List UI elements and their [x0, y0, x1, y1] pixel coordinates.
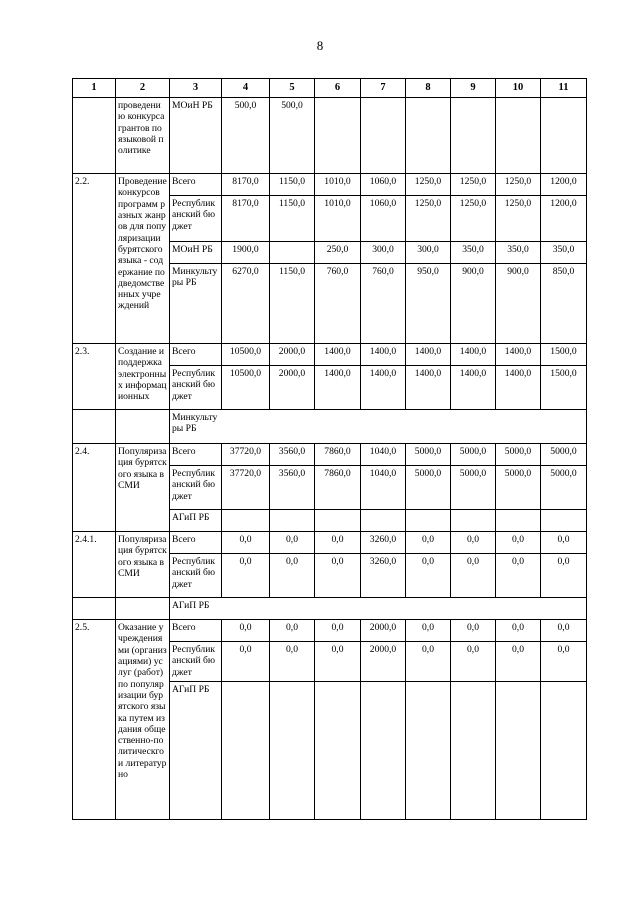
value-cell: 760,0	[315, 264, 361, 344]
value-cell: 0,0	[270, 532, 315, 554]
value-cell: 1400,0	[496, 366, 541, 410]
budget-table	[72, 78, 587, 820]
value-cell: 1400,0	[361, 344, 406, 366]
table-row	[73, 174, 587, 196]
table-row	[73, 410, 587, 444]
value-cell: 10500,0	[222, 366, 270, 410]
value-cell: 0,0	[315, 554, 361, 598]
value-cell: 0,0	[222, 532, 270, 554]
value-cell	[406, 98, 451, 174]
value-cell: 350,0	[541, 242, 587, 264]
measure-name	[116, 598, 170, 620]
value-cell: 1250,0	[406, 196, 451, 242]
value-cell: 7860,0	[315, 466, 361, 510]
code-cell	[73, 98, 116, 174]
header-cell: 4	[222, 79, 270, 98]
value-cell	[222, 682, 270, 820]
value-cell: 1010,0	[315, 196, 361, 242]
value-cell	[451, 510, 496, 532]
value-cell: 1500,0	[541, 344, 587, 366]
source-cell: Республиканский бюджет	[170, 466, 222, 510]
value-cell	[406, 682, 451, 820]
table-header-row	[73, 79, 587, 98]
value-cell	[270, 410, 315, 444]
header-cell: 2	[116, 79, 170, 98]
value-cell	[270, 510, 315, 532]
value-cell: 0,0	[451, 532, 496, 554]
value-cell: 5000,0	[406, 466, 451, 510]
value-cell	[541, 598, 587, 620]
source-cell: МОиН РБ	[170, 242, 222, 264]
value-cell: 3560,0	[270, 444, 315, 466]
section-code: 2.3.	[73, 344, 116, 410]
value-cell: 0,0	[541, 532, 587, 554]
value-cell	[451, 598, 496, 620]
value-cell	[270, 242, 315, 264]
value-cell: 1900,0	[222, 242, 270, 264]
value-cell	[541, 682, 587, 820]
value-cell	[222, 598, 270, 620]
measure-name: Оказание учреждениями (организациями) услуг (работ) по популяризации бурятского языка путем издания общественно-политическго и литературно	[116, 620, 170, 820]
measure-name: Создание и поддержка электронных информационных	[116, 344, 170, 410]
value-cell: 0,0	[315, 642, 361, 682]
value-cell: 5000,0	[541, 444, 587, 466]
code-cell	[73, 598, 116, 620]
value-cell: 5000,0	[451, 466, 496, 510]
value-cell	[496, 410, 541, 444]
table-row	[73, 620, 587, 642]
value-cell: 0,0	[496, 532, 541, 554]
value-cell	[315, 510, 361, 532]
value-cell: 500,0	[222, 98, 270, 174]
header-cell: 7	[361, 79, 406, 98]
value-cell: 250,0	[315, 242, 361, 264]
value-cell: 5000,0	[541, 466, 587, 510]
value-cell: 760,0	[361, 264, 406, 344]
header-cell: 9	[451, 79, 496, 98]
value-cell	[451, 98, 496, 174]
value-cell: 1060,0	[361, 174, 406, 196]
value-cell	[541, 510, 587, 532]
value-cell: 5000,0	[451, 444, 496, 466]
value-cell: 0,0	[496, 642, 541, 682]
source-cell: Республиканский бюджет	[170, 196, 222, 242]
header-cell: 11	[541, 79, 587, 98]
value-cell	[541, 98, 587, 174]
section-code: 2.5.	[73, 620, 116, 820]
value-cell: 0,0	[541, 620, 587, 642]
value-cell	[270, 598, 315, 620]
value-cell	[361, 510, 406, 532]
source-cell: Республиканский бюджет	[170, 366, 222, 410]
value-cell: 0,0	[406, 620, 451, 642]
value-cell: 1060,0	[361, 196, 406, 242]
header-cell: 6	[315, 79, 361, 98]
value-cell: 1400,0	[451, 344, 496, 366]
value-cell: 0,0	[222, 620, 270, 642]
value-cell	[222, 410, 270, 444]
value-cell	[496, 598, 541, 620]
value-cell: 0,0	[496, 554, 541, 598]
value-cell: 0,0	[270, 554, 315, 598]
value-cell: 1150,0	[270, 264, 315, 344]
source-cell: Республиканский бюджет	[170, 642, 222, 682]
measure-name	[116, 410, 170, 444]
value-cell: 1400,0	[496, 344, 541, 366]
source-cell: АГиП РБ	[170, 682, 222, 820]
value-cell: 10500,0	[222, 344, 270, 366]
value-cell: 8170,0	[222, 196, 270, 242]
value-cell: 350,0	[451, 242, 496, 264]
value-cell	[451, 682, 496, 820]
value-cell: 1500,0	[541, 366, 587, 410]
value-cell: 1040,0	[361, 466, 406, 510]
value-cell: 300,0	[361, 242, 406, 264]
value-cell: 300,0	[406, 242, 451, 264]
value-cell	[361, 98, 406, 174]
value-cell: 0,0	[406, 532, 451, 554]
value-cell: 0,0	[451, 554, 496, 598]
value-cell: 0,0	[541, 642, 587, 682]
value-cell: 0,0	[451, 620, 496, 642]
table-row	[73, 532, 587, 554]
value-cell: 0,0	[406, 554, 451, 598]
table-row	[73, 98, 587, 174]
value-cell: 5000,0	[496, 466, 541, 510]
value-cell: 1040,0	[361, 444, 406, 466]
value-cell: 0,0	[541, 554, 587, 598]
measure-name: Популяризация бурятского языка в СМИ	[116, 532, 170, 598]
value-cell: 0,0	[222, 554, 270, 598]
value-cell: 1250,0	[451, 174, 496, 196]
value-cell	[315, 682, 361, 820]
table-row	[73, 444, 587, 466]
value-cell: 1250,0	[496, 196, 541, 242]
value-cell: 5000,0	[406, 444, 451, 466]
value-cell	[315, 410, 361, 444]
value-cell: 0,0	[270, 642, 315, 682]
value-cell: 500,0	[270, 98, 315, 174]
value-cell	[406, 510, 451, 532]
value-cell	[451, 410, 496, 444]
value-cell: 2000,0	[270, 366, 315, 410]
header-cell: 10	[496, 79, 541, 98]
header-cell: 5	[270, 79, 315, 98]
value-cell: 900,0	[496, 264, 541, 344]
source-cell: Всего	[170, 444, 222, 466]
value-cell: 1400,0	[406, 366, 451, 410]
value-cell	[315, 598, 361, 620]
value-cell: 0,0	[315, 620, 361, 642]
section-code: 2.4.	[73, 444, 116, 532]
value-cell	[406, 410, 451, 444]
value-cell: 37720,0	[222, 466, 270, 510]
source-cell: МОиН РБ	[170, 98, 222, 174]
value-cell: 1250,0	[451, 196, 496, 242]
section-code: 2.4.1.	[73, 532, 116, 598]
value-cell: 2000,0	[361, 642, 406, 682]
value-cell	[406, 598, 451, 620]
value-cell: 1150,0	[270, 174, 315, 196]
value-cell: 0,0	[270, 620, 315, 642]
source-cell: АГиП РБ	[170, 510, 222, 532]
source-cell: Минкультуры РБ	[170, 410, 222, 444]
value-cell: 1400,0	[315, 344, 361, 366]
page-number: 8	[316, 38, 324, 53]
measure-name: Популяризация бурятского языка в СМИ	[116, 444, 170, 532]
table-row	[73, 344, 587, 366]
value-cell	[270, 682, 315, 820]
source-cell: Всего	[170, 620, 222, 642]
measure-name: Проведение конкурсов программ разных жанров для популяризации бурятского языка - содержание подведомственных учреждений	[116, 174, 170, 344]
source-cell: АГиП РБ	[170, 598, 222, 620]
value-cell: 0,0	[222, 642, 270, 682]
value-cell: 1400,0	[451, 366, 496, 410]
value-cell: 1400,0	[315, 366, 361, 410]
value-cell	[496, 682, 541, 820]
value-cell: 950,0	[406, 264, 451, 344]
value-cell	[361, 598, 406, 620]
value-cell	[222, 510, 270, 532]
value-cell	[361, 410, 406, 444]
value-cell	[361, 682, 406, 820]
value-cell: 1200,0	[541, 174, 587, 196]
value-cell: 6270,0	[222, 264, 270, 344]
value-cell: 350,0	[496, 242, 541, 264]
source-cell: Всего	[170, 532, 222, 554]
value-cell: 3260,0	[361, 554, 406, 598]
value-cell: 1400,0	[406, 344, 451, 366]
value-cell: 1010,0	[315, 174, 361, 196]
value-cell: 1250,0	[406, 174, 451, 196]
value-cell	[496, 98, 541, 174]
value-cell: 0,0	[315, 532, 361, 554]
table-row	[73, 598, 587, 620]
value-cell	[541, 410, 587, 444]
value-cell: 1200,0	[541, 196, 587, 242]
header-cell: 3	[170, 79, 222, 98]
source-cell: Республиканский бюджет	[170, 554, 222, 598]
header-cell: 1	[73, 79, 116, 98]
measure-name: проведению конкурса грантов по языковой политике	[116, 98, 170, 174]
value-cell: 1250,0	[496, 174, 541, 196]
value-cell: 0,0	[496, 620, 541, 642]
value-cell: 2000,0	[270, 344, 315, 366]
source-cell: Всего	[170, 344, 222, 366]
header-cell: 8	[406, 79, 451, 98]
value-cell	[496, 510, 541, 532]
value-cell	[315, 98, 361, 174]
value-cell: 2000,0	[361, 620, 406, 642]
section-code: 2.2.	[73, 174, 116, 344]
value-cell: 7860,0	[315, 444, 361, 466]
value-cell: 8170,0	[222, 174, 270, 196]
value-cell: 37720,0	[222, 444, 270, 466]
value-cell: 1400,0	[361, 366, 406, 410]
value-cell: 3260,0	[361, 532, 406, 554]
value-cell: 0,0	[451, 642, 496, 682]
value-cell: 900,0	[451, 264, 496, 344]
value-cell: 3560,0	[270, 466, 315, 510]
code-cell	[73, 410, 116, 444]
source-cell: Минкультуры РБ	[170, 264, 222, 344]
value-cell: 0,0	[406, 642, 451, 682]
value-cell: 5000,0	[496, 444, 541, 466]
source-cell: Всего	[170, 174, 222, 196]
value-cell: 1150,0	[270, 196, 315, 242]
value-cell: 850,0	[541, 264, 587, 344]
